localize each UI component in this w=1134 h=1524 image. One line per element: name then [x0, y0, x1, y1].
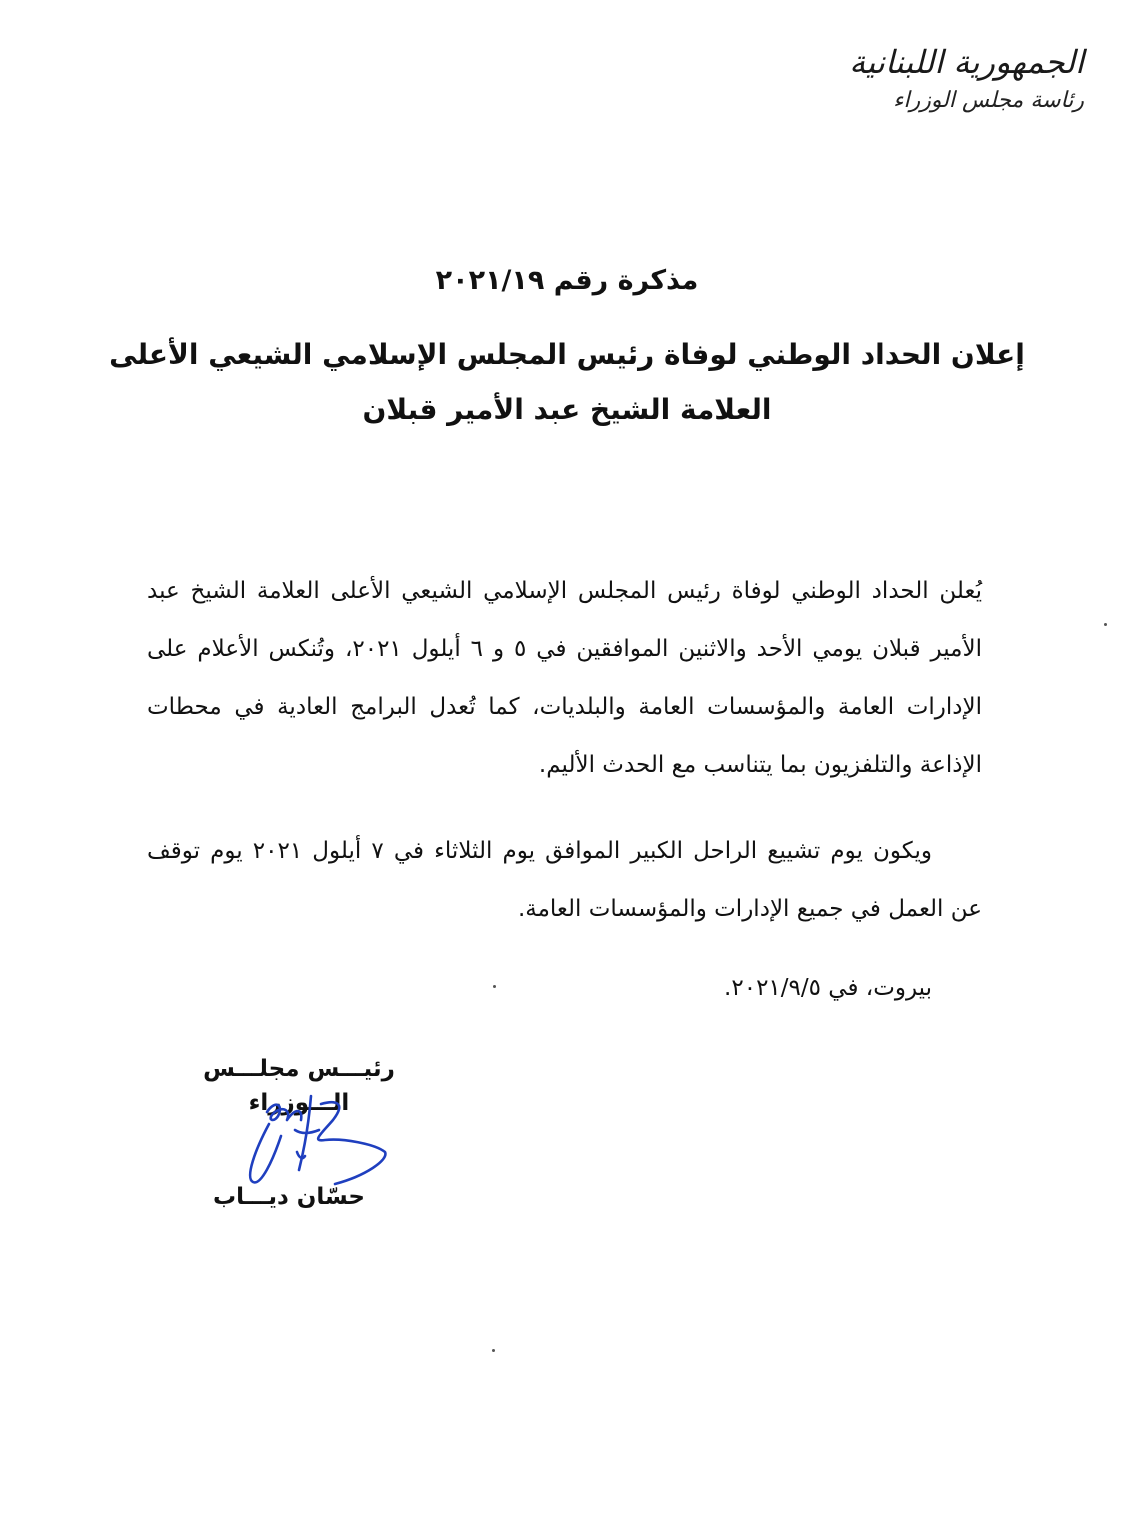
signer-name: حسّان ديـــاب	[212, 1184, 366, 1210]
memo-headline-line1: إعلان الحداد الوطني لوفاة رئيس المجلس الإسلامي الشيعي الأعلى	[109, 338, 1025, 371]
scan-speck	[1104, 623, 1107, 626]
letterhead	[834, 42, 1084, 116]
scan-speck	[493, 985, 496, 988]
letterhead-country: الجمهورية اللبنانية	[849, 43, 1084, 81]
body-paragraph-2: ويكون يوم تشييع الراحل الكبير الموافق يوم الثلاثاء في ٧ أيلول ٢٠٢١ يوم توقف عن العمل في جميع الإدارات والمؤسسات العامة.	[147, 838, 982, 922]
signer-title: رئيـــس مجلـــس الـــوزراء	[203, 1056, 395, 1116]
letterhead-office: رئاسة مجلس الوزراء	[893, 88, 1084, 113]
place-and-date: بيروت، في ٢٠٢١/٩/٥.	[724, 975, 932, 1001]
body-paragraph-1: يُعلن الحداد الوطني لوفاة رئيس المجلس الإسلامي الشيعي الأعلى العلامة الشيخ عبد الأمير قبلان يومي الأحد والاثنين الموافقين في ٥ و ٦ أيلول ٢٠٢١، وتُنكس الأعلام على الإدارات العامة والمؤسسات العامة والبلديات، كما تُعدل البرامج العادية في محطات الإذاعة والتلفزيون بما يتناسب مع الحدث الأليم.	[147, 578, 983, 778]
memo-headline-line2: العلامة الشيخ عبد الأمير قبلان	[362, 393, 772, 426]
memo-number: مذكرة رقم ٢٠٢١/١٩	[435, 265, 699, 296]
scan-speck	[492, 1349, 495, 1352]
